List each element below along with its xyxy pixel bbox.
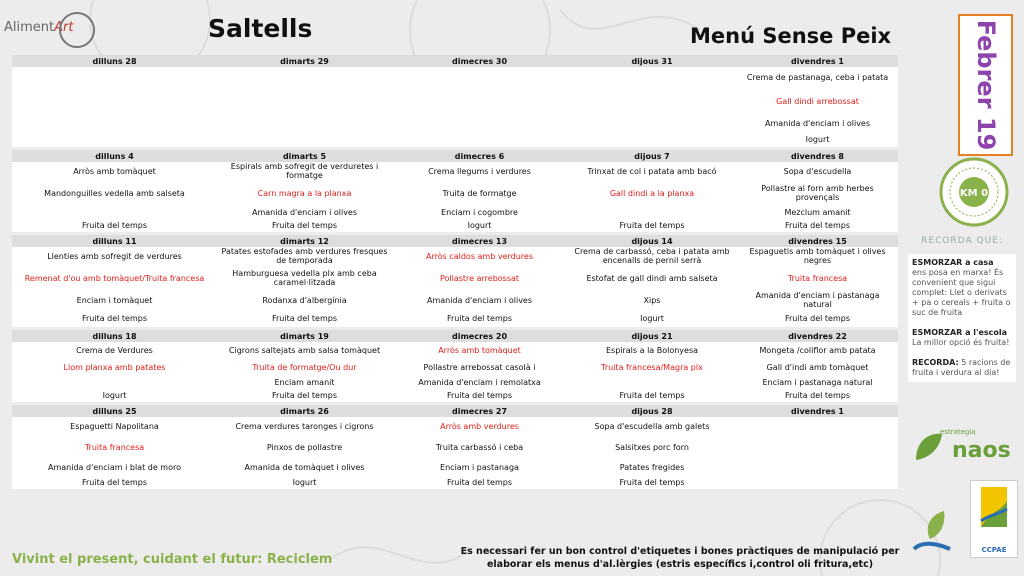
dish-cell: Pollastre al forn amb herbes provençals — [737, 180, 898, 206]
dish-cell: Fruita del temps — [217, 218, 392, 232]
alimentart-logo — [4, 10, 99, 50]
dish-cell: Enciam i cogombre — [392, 206, 567, 218]
day-header: divendres 22 — [737, 330, 898, 342]
dish-cell: Amanida d'enciam i remolatxa — [392, 376, 567, 388]
dish-cell: Rodanxa d'albergínia — [217, 291, 392, 309]
breakfast-school-heading: ESMORZAR a l'escola — [912, 328, 1008, 337]
dish-cell: Llenties amb sofregit de verdures — [12, 247, 217, 265]
day-header: divendres 1 — [737, 55, 898, 67]
dish-cell: Espaguetis amb tomàquet i olives negres — [737, 247, 898, 265]
dish-cell — [12, 131, 217, 147]
day-header: dimarts 12 — [217, 235, 392, 247]
dish-cell: Amanida de tomàquet i olives — [217, 459, 392, 475]
dish-cell: Fruita del temps — [567, 475, 737, 489]
dish-cell: Iogurt — [567, 309, 737, 327]
dish-cell: Truita carbassó i ceba — [392, 435, 567, 459]
day-header: dilluns 11 — [12, 235, 217, 247]
dish-cell: Fruita del temps — [12, 475, 217, 489]
day-header: dijous 28 — [567, 405, 737, 417]
allergy-note: Es necessari fer un bon control d'etiquetes i bones pràctiques de manipulació per elaborar els menus d'al.lèrgies (estris específics i,control oli fritura,etc) — [460, 546, 900, 570]
week-header-row — [12, 235, 898, 247]
dish-cell: Truita francesa — [12, 435, 217, 459]
remember-text: 5 racions de fruita i verdura al dia! — [912, 358, 1011, 377]
dish-cell: Llom planxa amb patates — [12, 358, 217, 376]
ccpae-logo — [970, 480, 1018, 558]
dish-cell: Crema verdures taronges i cigrons — [217, 417, 392, 435]
day-header: dimecres 20 — [392, 330, 567, 342]
remember-heading: RECORDA: — [912, 358, 959, 367]
dish-cell: Fruita del temps — [737, 218, 898, 232]
dish-cell: Iogurt — [737, 131, 898, 147]
dish-cell: Carn magra a la planxa — [217, 180, 392, 206]
dish-cell: Pollastre arrebossat — [392, 265, 567, 291]
dish-cell: Gall d'indi amb tomàquet — [737, 358, 898, 376]
logo-text: Aliment — [4, 20, 55, 35]
dish-cell: Enciam i pastanaga — [392, 459, 567, 475]
dish-cell: Amanida d'enciam i olives — [217, 206, 392, 218]
dish-row — [12, 87, 898, 115]
dish-cell: Espirals a la Bolonyesa — [567, 342, 737, 358]
dish-cell: Espaguetti Napolitana — [12, 417, 217, 435]
day-header: dilluns 4 — [12, 150, 217, 162]
dish-cell — [12, 87, 217, 115]
dish-cell: Fruita del temps — [392, 475, 567, 489]
day-header: dimecres 13 — [392, 235, 567, 247]
dish-row — [12, 388, 898, 402]
dish-cell: Espirals amb sofregit de verduretes i formatge — [217, 162, 392, 180]
dish-cell — [567, 131, 737, 147]
dish-cell: Enciam i tomàquet — [12, 291, 217, 309]
dish-row — [12, 417, 898, 435]
dish-row — [12, 376, 898, 388]
dish-cell — [12, 115, 217, 131]
dish-cell: Fruita del temps — [567, 218, 737, 232]
dish-cell: Amanida d'enciam i blat de moro — [12, 459, 217, 475]
day-header: divendres 15 — [737, 235, 898, 247]
reminder-title: RECORDA QUE: — [921, 236, 1003, 246]
dish-cell: Enciam amanit — [217, 376, 392, 388]
week-header-row — [12, 150, 898, 162]
menu-table — [12, 55, 898, 489]
dish-cell — [567, 206, 737, 218]
recycle-motto: Vivint el present, cuidant el futur: Reciclem — [12, 552, 333, 567]
logo-art-text: Art — [54, 20, 74, 35]
dish-cell: Crema de carbassó, ceba i patata amb encenalls de pernil serrà — [567, 247, 737, 265]
dish-cell — [217, 87, 392, 115]
dish-cell: Arròs amb verdures — [392, 417, 567, 435]
dish-row — [12, 218, 898, 232]
dish-cell — [737, 435, 898, 459]
menu-title: Menú Sense Peix — [690, 24, 892, 48]
dish-cell: Mandonguilles vedella amb salseta — [12, 180, 217, 206]
dish-cell — [12, 67, 217, 87]
dish-cell: Iogurt — [217, 475, 392, 489]
logo-circle — [59, 12, 95, 48]
naos-logo: naos — [952, 438, 1011, 463]
dish-cell: Sopa d'escudella amb galets — [567, 417, 737, 435]
dish-cell: Mongeta /coliflor amb patata — [737, 342, 898, 358]
day-header: dimarts 5 — [217, 150, 392, 162]
reminder-block — [908, 254, 1016, 382]
dish-row — [12, 115, 898, 131]
dish-cell: Gall dindi a la planxa — [567, 180, 737, 206]
day-header: dimecres 30 — [392, 55, 567, 67]
dish-cell: Mezclum amanit — [737, 206, 898, 218]
day-header: dijous 31 — [567, 55, 737, 67]
dish-row — [12, 309, 898, 327]
dish-cell: Enciam i pastanaga natural — [737, 376, 898, 388]
day-header: dimarts 26 — [217, 405, 392, 417]
dish-cell: Cigrons saltejats amb salsa tomàquet — [217, 342, 392, 358]
dish-cell: Xips — [567, 291, 737, 309]
dish-cell: Truita francesa/Magra plx — [567, 358, 737, 376]
breakfast-home-heading: ESMORZAR a casa — [912, 258, 994, 267]
km0-seal-icon — [934, 156, 1014, 228]
ccpae-label: CCPAE — [981, 546, 1007, 554]
school-title: Saltells — [208, 14, 313, 43]
dish-cell: Fruita del temps — [737, 388, 898, 402]
dish-cell: Salsitxes porc forn — [567, 435, 737, 459]
dish-row — [12, 475, 898, 489]
dish-cell: Truita de formatge/Ou dur — [217, 358, 392, 376]
dish-row — [12, 206, 898, 218]
reminder-sidebar — [908, 236, 1016, 382]
naos-small-text: estrategia — [940, 428, 976, 436]
dish-cell: Fruita del temps — [567, 388, 737, 402]
dish-row — [12, 265, 898, 291]
week-header-row — [12, 405, 898, 417]
dish-cell: Iogurt — [392, 218, 567, 232]
dish-cell: Remenat d'ou amb tomàquet/Truita francesa — [12, 265, 217, 291]
dish-cell — [737, 475, 898, 489]
dish-cell: Fruita del temps — [392, 309, 567, 327]
day-header: dijous 7 — [567, 150, 737, 162]
dish-cell: Estofat de gall dindi amb salseta — [567, 265, 737, 291]
dish-cell: Iogurt — [12, 388, 217, 402]
dish-cell: Fruita del temps — [737, 309, 898, 327]
dish-cell — [567, 376, 737, 388]
day-header: dilluns 18 — [12, 330, 217, 342]
dish-cell — [392, 131, 567, 147]
dish-cell — [392, 115, 567, 131]
hand-leaf-icon — [908, 505, 956, 555]
day-header: dimecres 6 — [392, 150, 567, 162]
day-header: dimecres 27 — [392, 405, 567, 417]
dish-row — [12, 358, 898, 376]
dish-cell: Fruita del temps — [12, 309, 217, 327]
dish-cell: Truita de formatge — [392, 180, 567, 206]
day-header: divendres 1 — [737, 405, 898, 417]
dish-cell — [217, 131, 392, 147]
dish-row — [12, 342, 898, 358]
dish-cell — [392, 87, 567, 115]
month-label-box — [958, 14, 1013, 156]
day-header: dilluns 28 — [12, 55, 217, 67]
week-header-row — [12, 330, 898, 342]
dish-row — [12, 291, 898, 309]
dish-cell: Fruita del temps — [12, 218, 217, 232]
dish-cell: Arròs amb tomàquet — [12, 162, 217, 180]
dish-cell — [12, 376, 217, 388]
dish-cell: Crema llegums i verdures — [392, 162, 567, 180]
dish-cell: Gall dindi arrebossat — [737, 87, 898, 115]
day-header: dijous 14 — [567, 235, 737, 247]
dish-row — [12, 435, 898, 459]
dish-cell: Fruita del temps — [217, 388, 392, 402]
breakfast-school-text: La millor opció és fruita! — [912, 338, 1010, 347]
dish-cell: Pollastre arrebossat casolà i — [392, 358, 567, 376]
dish-cell: Hamburguesa vedella plx amb ceba caramel·litzada — [217, 265, 392, 291]
dish-cell — [12, 206, 217, 218]
dish-cell: Arròs amb tomàquet — [392, 342, 567, 358]
dish-row — [12, 247, 898, 265]
menu-body — [12, 55, 898, 489]
dish-row — [12, 67, 898, 87]
dish-cell — [217, 115, 392, 131]
dish-cell: Patates fregides — [567, 459, 737, 475]
dish-cell: Fruita del temps — [392, 388, 567, 402]
dish-cell — [392, 67, 567, 87]
breakfast-home-text: ens posa en marxa! És convenient que sigui complet: Llet o derivats + pa o cereals + fruita o suc de fruita — [912, 268, 1011, 317]
dish-cell: Crema de Verdures — [12, 342, 217, 358]
dish-cell — [567, 67, 737, 87]
month-label: Febrer 19 — [971, 19, 1000, 151]
dish-cell — [567, 87, 737, 115]
dish-row — [12, 162, 898, 180]
dish-cell: Amanida d'enciam i olives — [392, 291, 567, 309]
day-header: dimarts 29 — [217, 55, 392, 67]
dish-row — [12, 131, 898, 147]
dish-cell — [737, 417, 898, 435]
day-header: dilluns 25 — [12, 405, 217, 417]
dish-cell — [567, 115, 737, 131]
dish-cell: Amanida d'enciam i olives — [737, 115, 898, 131]
dish-row — [12, 180, 898, 206]
dish-cell: Fruita del temps — [217, 309, 392, 327]
day-header: dijous 21 — [567, 330, 737, 342]
dish-cell: Arròs caldos amb verdures — [392, 247, 567, 265]
day-header: divendres 8 — [737, 150, 898, 162]
dish-cell — [217, 67, 392, 87]
dish-cell: Pinxos de pollastre — [217, 435, 392, 459]
dish-cell: Trinxat de col i patata amb bacó — [567, 162, 737, 180]
dish-row — [12, 459, 898, 475]
dish-cell: Truita francesa — [737, 265, 898, 291]
day-header: dimarts 19 — [217, 330, 392, 342]
dish-cell — [737, 459, 898, 475]
km0-text: KM 0 — [959, 188, 989, 199]
dish-cell: Amanida d'enciam i pastanaga natural — [737, 291, 898, 309]
week-header-row — [12, 55, 898, 67]
dish-cell: Crema de pastanaga, ceba i patata — [737, 67, 898, 87]
dish-cell: Patates estofades amb verdures fresques de temporada — [217, 247, 392, 265]
ccpae-emblem-icon — [971, 481, 1017, 537]
dish-cell: Sopa d'escudella — [737, 162, 898, 180]
